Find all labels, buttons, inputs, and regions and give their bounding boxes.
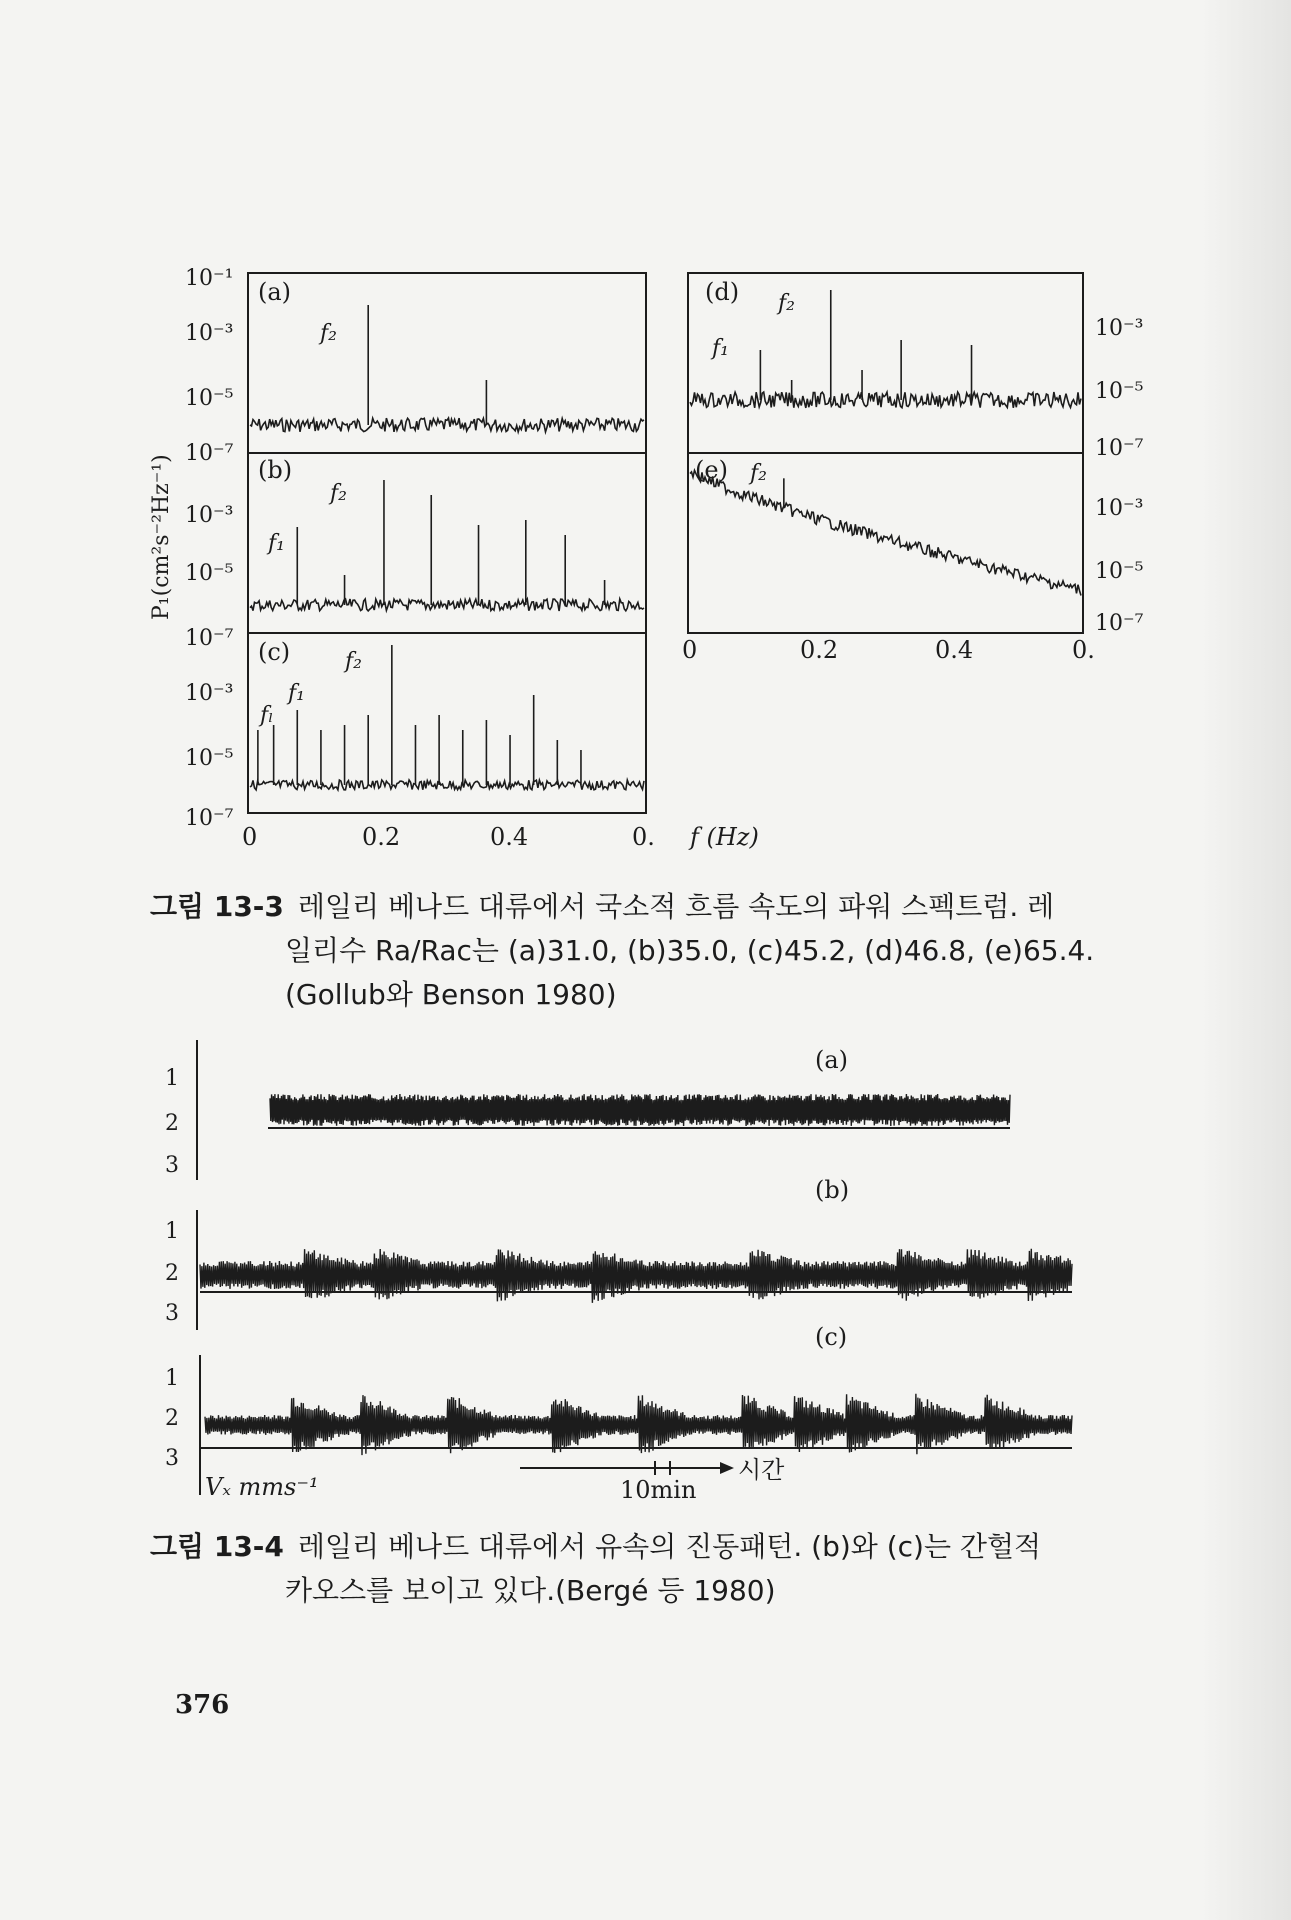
x-axis-label: f (Hz) [690, 823, 759, 851]
peak-label-f2: f₂ [778, 291, 795, 316]
y-tick-label: 10⁻⁵ [1095, 379, 1144, 404]
caption-text: 일리수 Ra/Raᴄ는 (a)31.0, (b)35.0, (c)45.2, (d)46.8, (e)65.4. [285, 934, 1095, 967]
peak-label-f2: f₂ [345, 649, 362, 674]
y-tick-label: 10⁻¹ [185, 266, 234, 291]
x-tick-label: 0.2 [362, 823, 401, 851]
y-tick-label: 10⁻⁵ [185, 746, 234, 771]
y-tick-label: 10⁻⁵ [185, 561, 234, 586]
caption-label: 그림 13-4 [150, 1530, 284, 1563]
figure-13-4-caption [150, 1525, 1130, 1613]
caption-text: 레일리 베나드 대류에서 유속의 진동패턴. (b)와 (c)는 간헐적 [297, 1530, 1042, 1563]
velocity-trace [200, 1249, 1072, 1303]
y-axis-label: Vₓ mms⁻¹ [205, 1473, 319, 1501]
y-tick-label: 1 [165, 1219, 179, 1244]
peak-label-f2: f₂ [330, 481, 347, 506]
peak-label-fl: fₗ [260, 703, 274, 728]
x-tick-label: 0 [242, 823, 258, 851]
figure-13-3-caption [150, 885, 1130, 1017]
y-tick-label: 3 [165, 1301, 179, 1326]
y-tick-label: 10⁻⁷ [185, 806, 234, 831]
x-tick-label: 0.4 [490, 823, 529, 851]
panel-label-c: (c) [815, 1323, 848, 1351]
velocity-trace [205, 1394, 1072, 1455]
y-tick-label: 1 [165, 1066, 179, 1091]
panel-label-a: (a) [258, 278, 292, 306]
y-tick-label: 1 [165, 1366, 179, 1391]
caption-text: (Gollub와 Benson 1980) [285, 978, 617, 1011]
panel-label-a: (a) [815, 1046, 849, 1074]
y-tick-label: 2 [165, 1261, 179, 1286]
y-axis-label: P₁(cm²s⁻²Hz⁻¹) [149, 454, 174, 620]
peak-label-f1: f₁ [288, 681, 305, 706]
time-arrow-icon [720, 1462, 734, 1474]
panel-label-d: (d) [705, 278, 740, 306]
y-tick-label: 2 [165, 1111, 179, 1136]
panel-label-b: (b) [258, 456, 293, 484]
y-tick-label: 2 [165, 1406, 179, 1431]
caption-text: 레일리 베나드 대류에서 국소적 흐름 속도의 파워 스펙트럼. 레 [297, 890, 1055, 923]
y-tick-label: 10⁻³ [1095, 496, 1144, 521]
x-tick-label: 0.4 [935, 636, 974, 664]
time-label: 시간 [738, 1456, 785, 1484]
y-tick-label: 10⁻⁵ [185, 386, 234, 411]
panel-label-e: (e) [695, 456, 728, 484]
y-tick-label: 10⁻⁷ [185, 626, 234, 651]
peak-label-f1: f₁ [268, 531, 285, 556]
panel-label-c: (c) [258, 638, 291, 666]
x-tick-label: 0 [682, 636, 698, 664]
peak-label-f1: f₁ [712, 336, 729, 361]
caption-text: 카오스를 보이고 있다.(Bergé 등 1980) [285, 1574, 776, 1607]
y-tick-label: 10⁻⁵ [1095, 559, 1144, 584]
y-tick-label: 10⁻³ [1095, 316, 1144, 341]
x-tick-label: 0.2 [800, 636, 839, 664]
caption-line [150, 1525, 1130, 1569]
y-tick-label: 10⁻⁷ [1095, 436, 1144, 461]
y-tick-label: 10⁻³ [185, 503, 234, 528]
velocity-trace [270, 1094, 1010, 1126]
caption-line [150, 885, 1130, 929]
page-number: 376 [175, 1690, 230, 1720]
panel-label-b: (b) [815, 1176, 850, 1204]
y-tick-label: 3 [165, 1153, 179, 1178]
x-tick-label: 0. [1072, 636, 1095, 664]
peak-label-f2: f₂ [750, 461, 767, 486]
y-tick-label: 10⁻³ [185, 681, 234, 706]
x-tick-label: 0. [632, 823, 655, 851]
peak-label-f2: f₂ [320, 321, 337, 346]
scale-bar-label: 10min [620, 1476, 697, 1504]
y-tick-label: 10⁻⁷ [1095, 611, 1144, 636]
caption-label: 그림 13-3 [150, 890, 284, 923]
y-tick-label: 10⁻⁷ [185, 441, 234, 466]
y-tick-label: 3 [165, 1446, 179, 1471]
y-tick-label: 10⁻³ [185, 321, 234, 346]
